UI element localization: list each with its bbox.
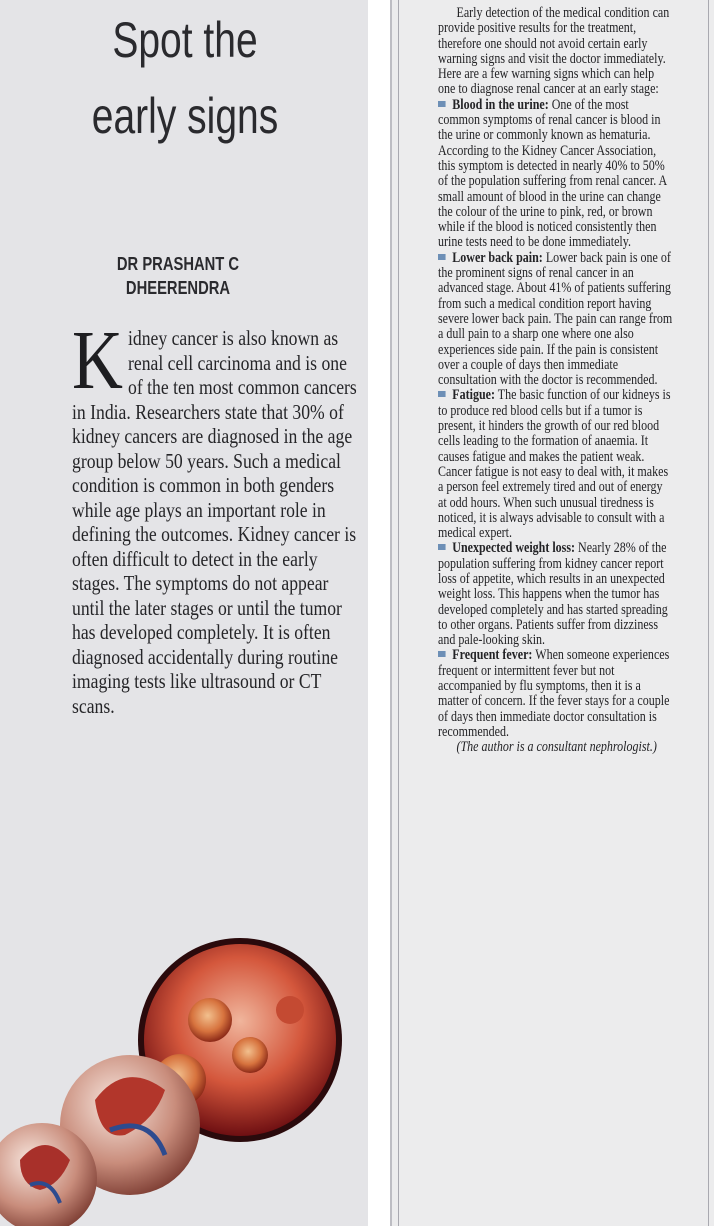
item-text: The basic function of our kidneys is to produce red blood cells but if a tumor is present, it hinders the growth of our red blood cells leading to the formation of anaemia. It causes fatigue and makes the patient weak. Cancer fatigue is not easy to deal with, it makes a person feel extremely tired and out of energy at odd hours. When such unusual tiredness is noticed, it is always advisable to consult with a medical expert. bbox=[438, 387, 671, 542]
intro-text: idney cancer is also known as renal cell carcinoma and is one of the ten most common cancers in India. Researchers state that 30% of kidney cancers are diagnosed in the age group below 50 years. Such a medical condition is common in both genders while age plays an important role in defining the outcomes. Kidney cancer is often difficult to detect in the early stages. The symptoms do not appear until the later stages or until the tumor has developed completely. It is often diagnosed accidentally during routine imaging tests like ultrasound or CT scans. bbox=[72, 326, 357, 718]
item-text: Lower back pain is one of the prominent signs of renal cancer in an advanced stage. About 41% of patients suffering from such a medical condition report having severe lower back pain. The pain can range from a dull pain to a sharp one where one also experiences side pain. If the pain is consistent over a couple of days then immediate consultation with the doctor is recommended. bbox=[438, 249, 673, 389]
item-heading: Lower back pain: bbox=[452, 249, 543, 266]
list-item bbox=[438, 251, 673, 389]
article-body bbox=[438, 6, 673, 756]
item-heading: Blood in the urine: bbox=[452, 96, 549, 113]
drop-cap: K bbox=[72, 314, 123, 407]
headline: Spot the early signs bbox=[91, 12, 279, 144]
bullet-icon bbox=[438, 544, 446, 550]
bullet-icon bbox=[438, 254, 446, 260]
list-item bbox=[438, 648, 673, 740]
intro-column bbox=[72, 314, 360, 718]
column-rule bbox=[708, 0, 709, 1226]
item-text: When someone experiences frequent or intermittent fever but not accompanied by flu symptoms, then it is a matter of concern. If the fever stays for a couple of days then immediate doctor consultation is recommended. bbox=[438, 647, 670, 740]
bullet-icon bbox=[438, 391, 446, 397]
list-item bbox=[438, 98, 673, 251]
intro-paragraph bbox=[72, 314, 358, 718]
item-text: Nearly 28% of the population suffering from kidney cancer report loss of appetite, which results in an unexpected weight loss. This happens when the tumor has developed completely and has started spreading to other organs. Patients suffer from dizziness and pale-looking skin. bbox=[438, 540, 668, 649]
item-heading: Unexpected weight loss: bbox=[452, 540, 576, 557]
kidney-cell-illustration bbox=[0, 930, 368, 1226]
list-item bbox=[438, 388, 673, 541]
body-column bbox=[438, 6, 674, 756]
list-item bbox=[438, 541, 673, 648]
lead-paragraph: Early detection of the medical condition can provide positive results for the treatment, therefore one should not avoid certain early warning signs and visit the doctor immediately. Here are a few warning signs which can help one to diagnose renal cancer at an early stage: bbox=[438, 5, 670, 98]
item-heading: Frequent fever: bbox=[452, 647, 533, 664]
author-note: (The author is a consultant nephrologist.) bbox=[456, 739, 657, 756]
item-heading: Fatigue: bbox=[452, 387, 495, 404]
author-byline: DR PRASHANT C DHEERENDRA bbox=[116, 254, 240, 298]
bullet-icon bbox=[438, 651, 446, 657]
bullet-icon bbox=[438, 101, 446, 107]
column-rule bbox=[398, 0, 399, 1226]
item-text: One of the most common symptoms of renal cancer is blood in the urine or commonly known as hematuria. According to the Kidney Cancer Association, this symptom is detected in nearly 40% to 50% of the population suffering from renal cancer. A small amount of blood in the urine can change the colour of the urine to pink, red, or brown while if the blood is noticed consistently then urine tests need to be done immediately. bbox=[438, 96, 667, 251]
